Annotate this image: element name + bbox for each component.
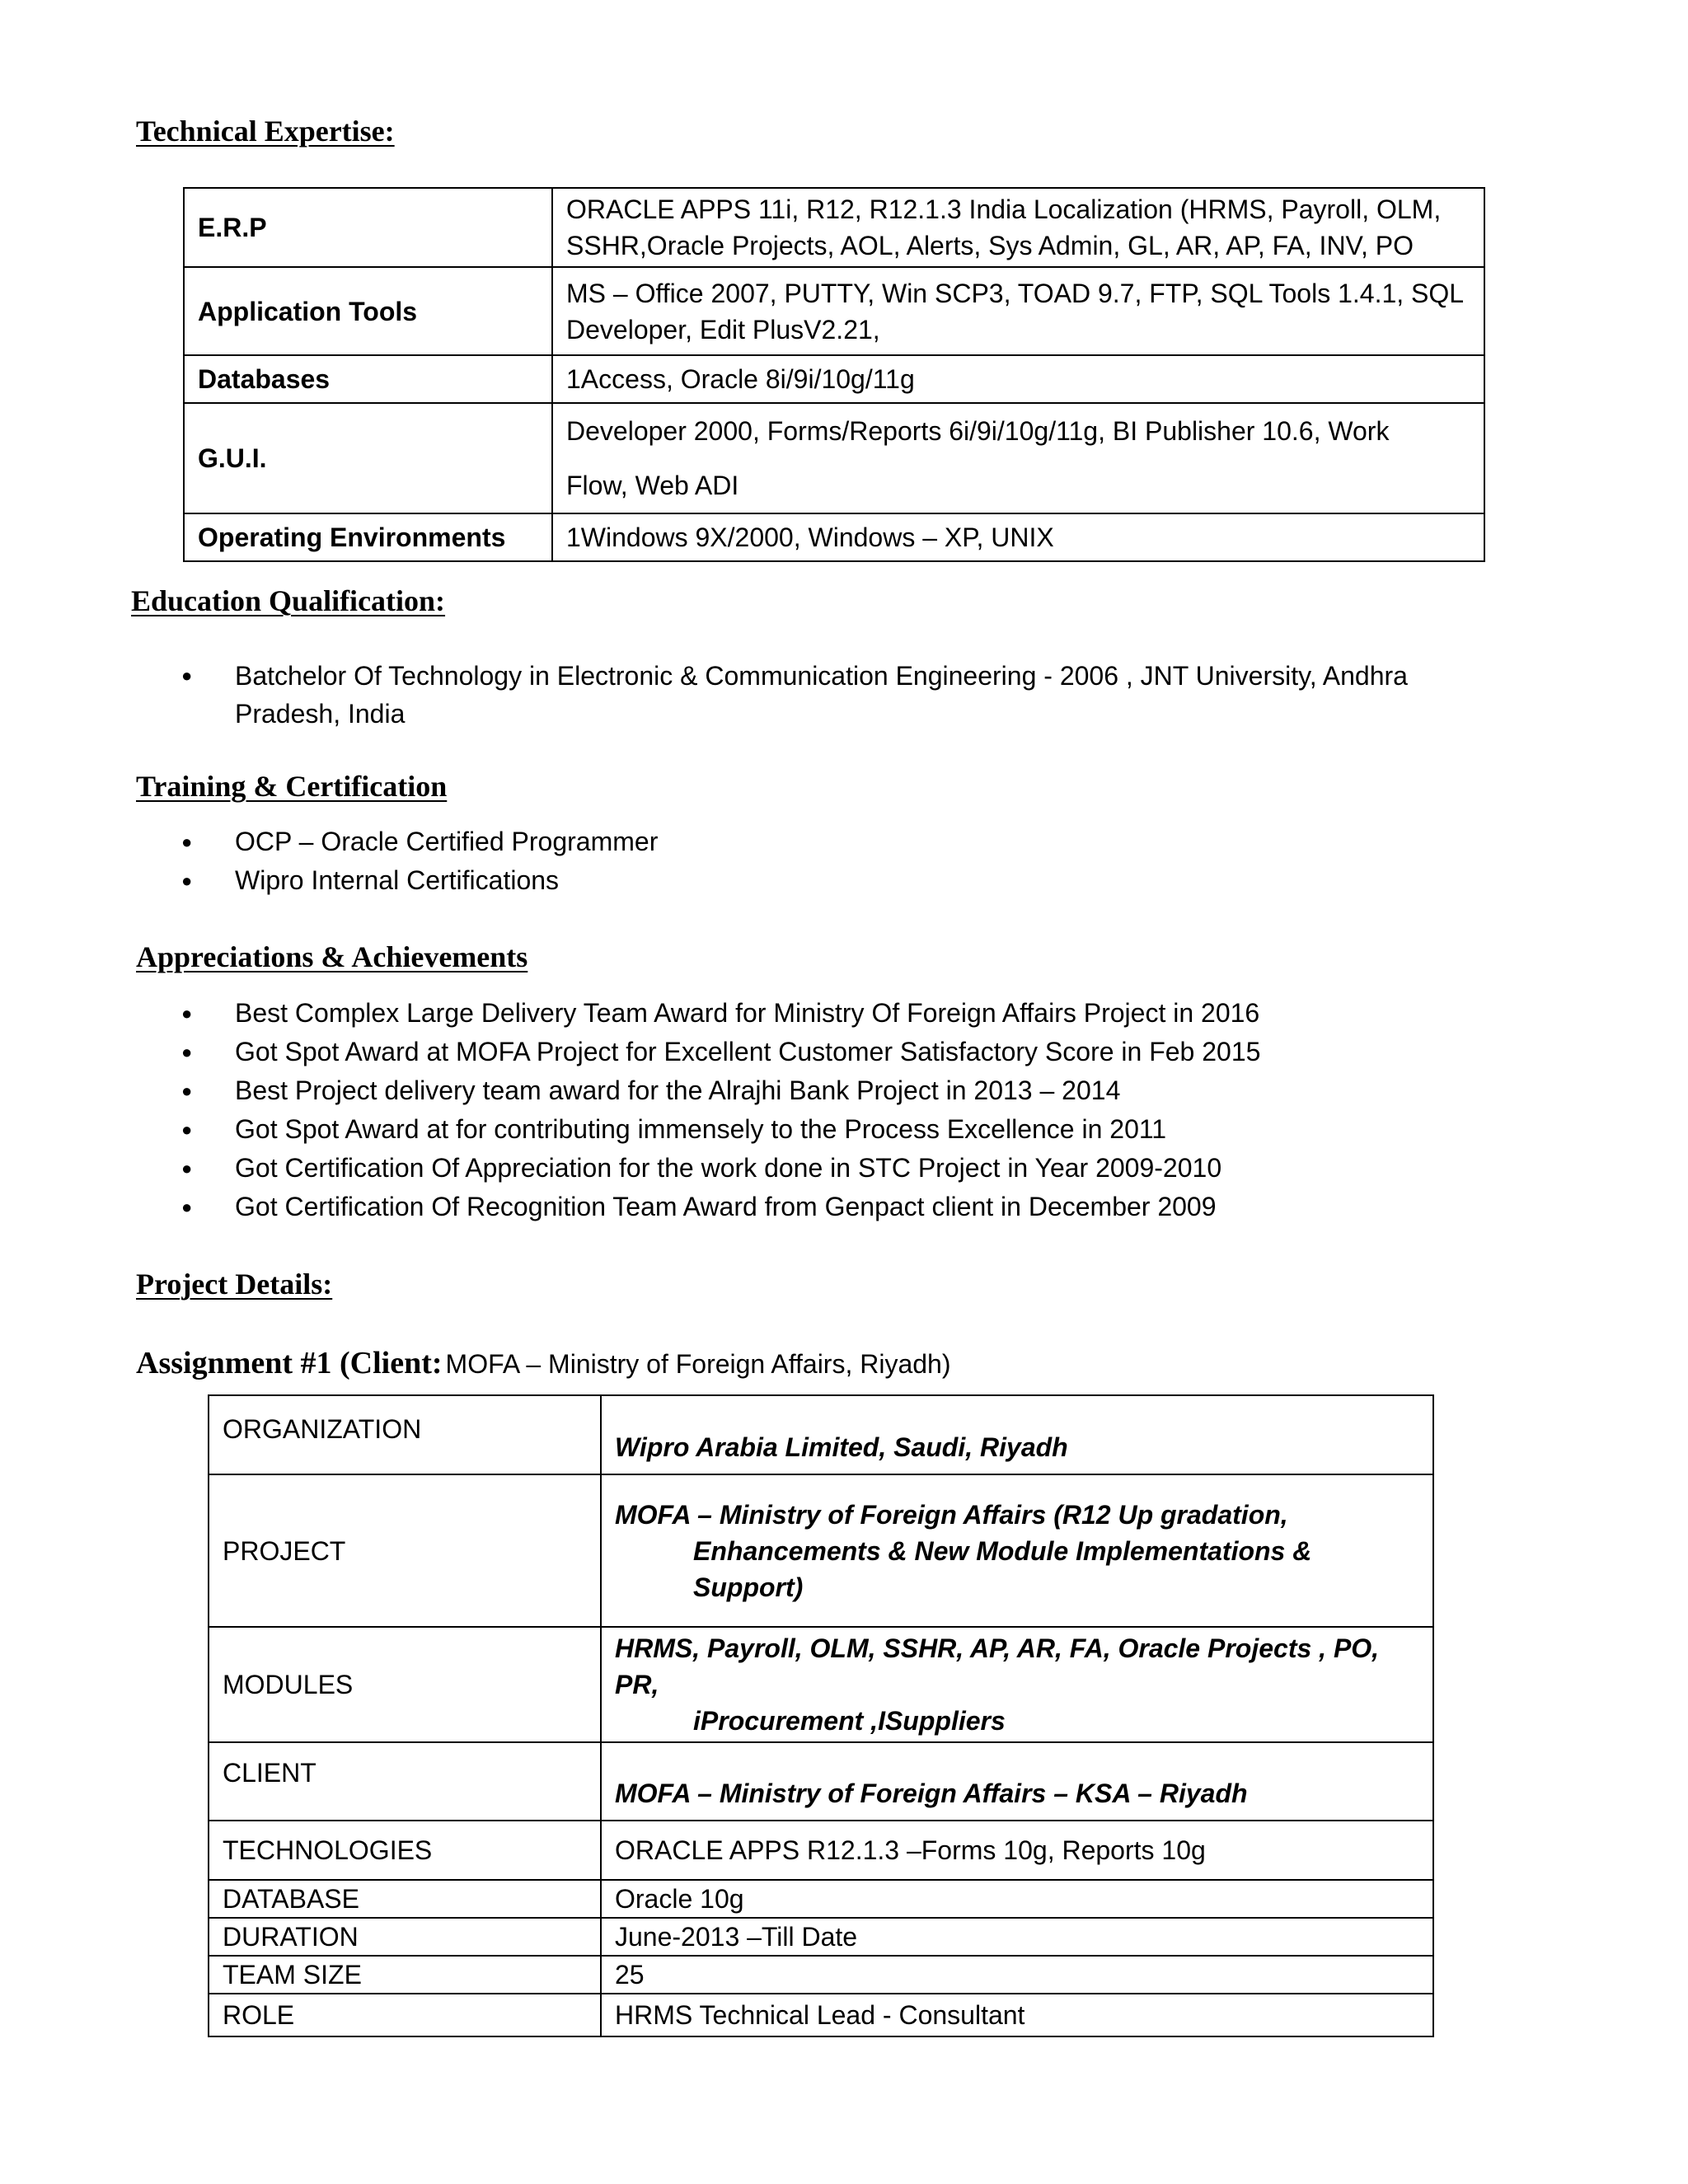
education-heading: Education Qualification: xyxy=(131,584,446,617)
role-value: HRMS Technical Lead - Consultant xyxy=(601,1994,1433,2036)
project-details-table xyxy=(208,1394,1434,2037)
technical-expertise-heading: Technical Expertise: xyxy=(136,115,395,148)
databases-value: 1Access, Oracle 8i/9i/10g/11g xyxy=(552,355,1484,403)
table-row xyxy=(184,403,1484,513)
list-item: ● Got Certification Of Recognition Team Award from Genpact client in December 2009 xyxy=(181,1188,1504,1226)
list-item: ● Got Certification Of Appreciation for the work done in STC Project in Year 2009-2010 xyxy=(181,1149,1504,1188)
project-value-line2: Enhancements & New Module Implementations & xyxy=(693,1535,1312,1566)
list-item: ● Got Spot Award at for contributing immensely to the Process Excellence in 2011 xyxy=(181,1110,1504,1149)
table-row xyxy=(209,1395,1433,1474)
list-item: ● Wipro Internal Certifications xyxy=(181,861,1504,900)
table-row xyxy=(209,1627,1433,1742)
appreciations-heading: Appreciations & Achievements xyxy=(136,940,528,973)
duration-label: DURATION xyxy=(209,1918,601,1956)
training-list xyxy=(181,823,1504,900)
application-tools-value: MS – Office 2007, PUTTY, Win SCP3, TOAD 9.7, FTP, SQL Tools 1.4.1, SQL Developer, Edit PlusV2.21, xyxy=(552,267,1484,355)
list-item: ● OCP – Oracle Certified Programmer xyxy=(181,823,1504,861)
project-value-line1: MOFA – Ministry of Foreign Affairs (R12 Up gradation, xyxy=(615,1499,1288,1530)
table-row xyxy=(209,1474,1433,1627)
client-label: CLIENT xyxy=(209,1742,601,1821)
list-item: ● Batchelor Of Technology in Electronic & Communication Engineering - 2006 , JNT University, Andhra Pradesh, India xyxy=(181,657,1504,733)
assignment-prefix: Assignment #1 (Client: xyxy=(136,1346,443,1380)
training-heading: Training & Certification xyxy=(136,770,448,803)
duration-value: June-2013 –Till Date xyxy=(601,1918,1433,1956)
list-item: ● Got Spot Award at MOFA Project for Excellent Customer Satisfactory Score in Feb 2015 xyxy=(181,1033,1504,1071)
table-row xyxy=(184,355,1484,403)
table-row xyxy=(209,1880,1433,1918)
erp-label: E.R.P xyxy=(184,188,552,267)
gui-value xyxy=(552,403,1484,513)
operating-environments-value: 1Windows 9X/2000, Windows – XP, UNIX xyxy=(552,513,1484,561)
table-row xyxy=(209,1742,1433,1821)
project-label: PROJECT xyxy=(209,1474,601,1627)
client-value: MOFA – Ministry of Foreign Affairs – KSA – Riyadh xyxy=(601,1742,1433,1821)
application-tools-label: Application Tools xyxy=(184,267,552,355)
modules-value xyxy=(601,1627,1433,1742)
database-value: Oracle 10g xyxy=(601,1880,1433,1918)
table-row xyxy=(209,1918,1433,1956)
gui-label: G.U.I. xyxy=(184,403,552,513)
table-row xyxy=(209,1821,1433,1880)
table-row xyxy=(184,267,1484,355)
database-label: DATABASE xyxy=(209,1880,601,1918)
gui-value-line2: Flow, Web ADI xyxy=(566,471,739,500)
table-row xyxy=(184,188,1484,267)
table-row xyxy=(209,1994,1433,2036)
modules-value-line1: HRMS, Payroll, OLM, SSHR, AP, AR, FA, Oracle Projects , PO, PR, xyxy=(615,1633,1380,1699)
project-value xyxy=(601,1474,1433,1627)
erp-value: ORACLE APPS 11i, R12, R12.1.3 India Localization (HRMS, Payroll, OLM, SSHR,Oracle Projects, AOL, Alerts, Sys Admin, GL, AR, AP, FA, INV, PO xyxy=(552,188,1484,267)
table-row xyxy=(184,513,1484,561)
team-size-label: TEAM SIZE xyxy=(209,1956,601,1994)
appreciations-list xyxy=(181,994,1504,1226)
technologies-value: ORACLE APPS R12.1.3 –Forms 10g, Reports 10g xyxy=(601,1821,1433,1880)
list-item: ● Best Complex Large Delivery Team Award for Ministry Of Foreign Affairs Project in 2016 xyxy=(181,994,1504,1033)
assignment-title xyxy=(136,1345,951,1381)
role-label: ROLE xyxy=(209,1994,601,2036)
gui-value-line1: Developer 2000, Forms/Reports 6i/9i/10g/11g, BI Publisher 10.6, Work xyxy=(566,416,1390,446)
list-item: ● Best Project delivery team award for the Alrajhi Bank Project in 2013 – 2014 xyxy=(181,1071,1504,1110)
assignment-client: MOFA – Ministry of Foreign Affairs, Riyadh) xyxy=(445,1349,951,1379)
technologies-label: TECHNOLOGIES xyxy=(209,1821,601,1880)
project-value-line3: Support) xyxy=(693,1572,804,1602)
project-details-heading: Project Details: xyxy=(136,1268,333,1301)
organization-value: Wipro Arabia Limited, Saudi, Riyadh xyxy=(601,1395,1433,1474)
operating-environments-label: Operating Environments xyxy=(184,513,552,561)
modules-value-line2: iProcurement ,ISuppliers xyxy=(693,1706,1006,1736)
technical-expertise-table xyxy=(183,187,1485,562)
organization-label: ORGANIZATION xyxy=(209,1395,601,1474)
databases-label: Databases xyxy=(184,355,552,403)
modules-label: MODULES xyxy=(209,1627,601,1742)
table-row xyxy=(209,1956,1433,1994)
education-list xyxy=(181,657,1504,733)
team-size-value: 25 xyxy=(601,1956,1433,1994)
